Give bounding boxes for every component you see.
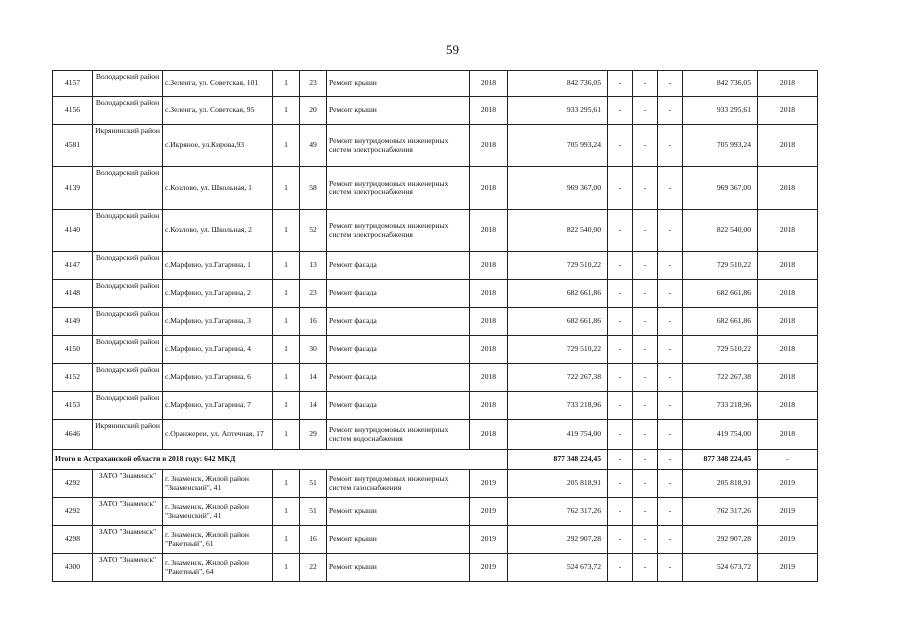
- district-cell: Володарский район: [93, 392, 163, 420]
- cost-cell: 969 367,00: [508, 167, 608, 210]
- total-row: [53, 450, 818, 470]
- col-count-b-cell: 29: [300, 420, 327, 450]
- cost-total-cell: 842 736,05: [683, 71, 758, 97]
- year-planned-cell: 2018: [758, 280, 818, 308]
- year-planned-cell: 2019: [758, 554, 818, 582]
- cost-total-cell: 205 818,91: [683, 470, 758, 498]
- value-dash-3-cell: -: [658, 125, 683, 167]
- value-dash-2-cell: -: [633, 252, 658, 280]
- cost-total-cell: 419 754,00: [683, 420, 758, 450]
- value-dash-3-cell: -: [658, 308, 683, 336]
- address-cell: с.Козлово, ул. Школьная, 1: [163, 167, 273, 210]
- year-cell: 2018: [470, 364, 508, 392]
- col-count-b-cell: 14: [300, 364, 327, 392]
- cost-total-cell: 762 317,26: [683, 498, 758, 526]
- col-count-b-cell: 16: [300, 308, 327, 336]
- address-cell: с.Марфино, ул.Гагарина, 7: [163, 392, 273, 420]
- object-id-cell: 4300: [53, 554, 93, 582]
- value-dash-3-cell: -: [658, 167, 683, 210]
- table-row: [53, 470, 818, 498]
- year-cell: 2019: [470, 526, 508, 554]
- table-row: [53, 308, 818, 336]
- value-dash-3-cell: -: [658, 554, 683, 582]
- value-dash-1-cell: -: [608, 210, 633, 252]
- col-count-a-cell: 1: [273, 470, 300, 498]
- value-dash-3-cell: -: [658, 364, 683, 392]
- year-planned-cell: 2018: [758, 125, 818, 167]
- cost-cell: 842 736,05: [508, 71, 608, 97]
- page-number: 59: [446, 42, 459, 57]
- district-cell: ЗАТО "Знаменск": [93, 470, 163, 498]
- col-count-a-cell: 1: [273, 71, 300, 97]
- table-row: [53, 252, 818, 280]
- district-cell: Володарский район: [93, 364, 163, 392]
- value-dash-2-cell: -: [633, 554, 658, 582]
- district-cell: Володарский район: [93, 97, 163, 125]
- year-planned-cell: 2019: [758, 526, 818, 554]
- col-count-b-cell: 22: [300, 554, 327, 582]
- total-cost-2: 877 348 224,45: [683, 450, 758, 470]
- year-cell: 2018: [470, 167, 508, 210]
- cost-total-cell: 729 510,22: [683, 252, 758, 280]
- cost-cell: 733 218,96: [508, 392, 608, 420]
- col-count-b-cell: 23: [300, 280, 327, 308]
- cost-total-cell: 524 673,72: [683, 554, 758, 582]
- cost-cell: 292 907,28: [508, 526, 608, 554]
- value-dash-1-cell: -: [608, 364, 633, 392]
- repair-program-table: [52, 70, 818, 582]
- work-type-cell: Ремонт фасада: [327, 280, 470, 308]
- value-dash-3-cell: -: [658, 210, 683, 252]
- value-dash-1-cell: -: [608, 71, 633, 97]
- total-dash-2: -: [633, 450, 658, 470]
- address-cell: г. Знаменск, Жилой район "Знаменский", 41: [163, 470, 273, 498]
- work-type-cell: Ремонт фасада: [327, 308, 470, 336]
- col-count-b-cell: 52: [300, 210, 327, 252]
- work-type-cell: Ремонт крыши: [327, 526, 470, 554]
- address-cell: с.Марфино, ул.Гагарина, 2: [163, 280, 273, 308]
- year-planned-cell: 2018: [758, 364, 818, 392]
- value-dash-1-cell: -: [608, 252, 633, 280]
- total-year: -: [758, 450, 818, 470]
- work-type-cell: Ремонт внутридомовых инженерных систем электроснабжения: [327, 167, 470, 210]
- address-cell: с.Марфино, ул.Гагарина, 6: [163, 364, 273, 392]
- table-row: [53, 280, 818, 308]
- cost-total-cell: 722 267,38: [683, 364, 758, 392]
- object-id-cell: 4157: [53, 71, 93, 97]
- col-count-b-cell: 13: [300, 252, 327, 280]
- value-dash-2-cell: -: [633, 336, 658, 364]
- year-planned-cell: 2018: [758, 392, 818, 420]
- value-dash-1-cell: -: [608, 97, 633, 125]
- value-dash-1-cell: -: [608, 498, 633, 526]
- value-dash-1-cell: -: [608, 420, 633, 450]
- value-dash-1-cell: -: [608, 470, 633, 498]
- cost-cell: 729 510,22: [508, 252, 608, 280]
- cost-total-cell: 933 295,61: [683, 97, 758, 125]
- table-row: [53, 167, 818, 210]
- col-count-a-cell: 1: [273, 308, 300, 336]
- cost-total-cell: 733 218,96: [683, 392, 758, 420]
- year-cell: 2018: [470, 392, 508, 420]
- value-dash-2-cell: -: [633, 308, 658, 336]
- district-cell: ЗАТО "Знаменск": [93, 498, 163, 526]
- address-cell: г. Знаменск, Жилой район "Ракетный", 64: [163, 554, 273, 582]
- total-dash-1: -: [608, 450, 633, 470]
- address-cell: с.Козлово, ул. Школьная, 2: [163, 210, 273, 252]
- cost-cell: 682 661,86: [508, 308, 608, 336]
- district-cell: Володарский район: [93, 71, 163, 97]
- col-count-b-cell: 20: [300, 97, 327, 125]
- year-cell: 2018: [470, 252, 508, 280]
- col-count-a-cell: 1: [273, 526, 300, 554]
- value-dash-1-cell: -: [608, 392, 633, 420]
- value-dash-1-cell: -: [608, 280, 633, 308]
- object-id-cell: 4646: [53, 420, 93, 450]
- year-cell: 2018: [470, 71, 508, 97]
- table-row: [53, 420, 818, 450]
- year-cell: 2018: [470, 125, 508, 167]
- address-cell: с.Зеленга, ул. Советская, 95: [163, 97, 273, 125]
- work-type-cell: Ремонт крыши: [327, 554, 470, 582]
- year-cell: 2018: [470, 336, 508, 364]
- work-type-cell: Ремонт крыши: [327, 97, 470, 125]
- address-cell: с.Зеленга, ул. Советская, 101: [163, 71, 273, 97]
- col-count-a-cell: 1: [273, 252, 300, 280]
- address-cell: г. Знаменск, Жилой район "Ракетный", 61: [163, 526, 273, 554]
- cost-cell: 705 993,24: [508, 125, 608, 167]
- value-dash-2-cell: -: [633, 71, 658, 97]
- value-dash-2-cell: -: [633, 498, 658, 526]
- value-dash-1-cell: -: [608, 526, 633, 554]
- year-planned-cell: 2018: [758, 308, 818, 336]
- year-cell: 2018: [470, 97, 508, 125]
- work-type-cell: Ремонт внутридомовых инженерных систем газоснабжения: [327, 470, 470, 498]
- value-dash-2-cell: -: [633, 470, 658, 498]
- year-planned-cell: 2018: [758, 336, 818, 364]
- col-count-b-cell: 23: [300, 71, 327, 97]
- address-cell: с.Марфино, ул.Гагарина, 1: [163, 252, 273, 280]
- col-count-b-cell: 51: [300, 470, 327, 498]
- col-count-b-cell: 49: [300, 125, 327, 167]
- table-row: [53, 210, 818, 252]
- value-dash-2-cell: -: [633, 125, 658, 167]
- value-dash-2-cell: -: [633, 167, 658, 210]
- cost-cell: 722 267,38: [508, 364, 608, 392]
- cost-cell: 822 540,00: [508, 210, 608, 252]
- object-id-cell: 4156: [53, 97, 93, 125]
- address-cell: с.Икряное, ул.Кирова,93: [163, 125, 273, 167]
- value-dash-3-cell: -: [658, 470, 683, 498]
- object-id-cell: 4153: [53, 392, 93, 420]
- year-planned-cell: 2018: [758, 71, 818, 97]
- object-id-cell: 4581: [53, 125, 93, 167]
- cost-total-cell: 682 661,86: [683, 308, 758, 336]
- value-dash-3-cell: -: [658, 526, 683, 554]
- value-dash-2-cell: -: [633, 526, 658, 554]
- year-planned-cell: 2019: [758, 498, 818, 526]
- address-cell: г. Знаменск, Жилой район "Знаменский", 41: [163, 498, 273, 526]
- object-id-cell: 4292: [53, 470, 93, 498]
- district-cell: Володарский район: [93, 280, 163, 308]
- cost-cell: 762 317,26: [508, 498, 608, 526]
- district-cell: Икрянинский район: [93, 125, 163, 167]
- object-id-cell: 4140: [53, 210, 93, 252]
- district-cell: ЗАТО "Знаменск": [93, 526, 163, 554]
- value-dash-1-cell: -: [608, 336, 633, 364]
- work-type-cell: Ремонт фасада: [327, 364, 470, 392]
- year-cell: 2018: [470, 210, 508, 252]
- object-id-cell: 4148: [53, 280, 93, 308]
- address-cell: с.Оранжереи, ул. Аптечная, 17: [163, 420, 273, 450]
- value-dash-3-cell: -: [658, 97, 683, 125]
- col-count-b-cell: 30: [300, 336, 327, 364]
- object-id-cell: 4152: [53, 364, 93, 392]
- year-cell: 2019: [470, 554, 508, 582]
- value-dash-1-cell: -: [608, 554, 633, 582]
- cost-cell: 729 510,22: [508, 336, 608, 364]
- table-row: [53, 526, 818, 554]
- table-row: [53, 336, 818, 364]
- cost-cell: 205 818,91: [508, 470, 608, 498]
- year-planned-cell: 2018: [758, 167, 818, 210]
- col-count-b-cell: 14: [300, 392, 327, 420]
- col-count-a-cell: 1: [273, 336, 300, 364]
- district-cell: Володарский район: [93, 252, 163, 280]
- object-id-cell: 4149: [53, 308, 93, 336]
- value-dash-2-cell: -: [633, 392, 658, 420]
- district-cell: ЗАТО "Знаменск": [93, 554, 163, 582]
- value-dash-3-cell: -: [658, 498, 683, 526]
- work-type-cell: Ремонт фасада: [327, 392, 470, 420]
- col-count-a-cell: 1: [273, 364, 300, 392]
- work-type-cell: Ремонт внутридомовых инженерных систем электроснабжения: [327, 210, 470, 252]
- value-dash-3-cell: -: [658, 71, 683, 97]
- cost-total-cell: 682 661,86: [683, 280, 758, 308]
- work-type-cell: Ремонт внутридомовых инженерных систем электроснабжения: [327, 125, 470, 167]
- table-row: [53, 71, 818, 97]
- address-cell: с.Марфино, ул.Гагарина, 4: [163, 336, 273, 364]
- cost-total-cell: 822 540,00: [683, 210, 758, 252]
- col-count-b-cell: 16: [300, 526, 327, 554]
- year-planned-cell: 2018: [758, 420, 818, 450]
- table-row: [53, 392, 818, 420]
- work-type-cell: Ремонт крыши: [327, 71, 470, 97]
- cost-total-cell: 969 367,00: [683, 167, 758, 210]
- object-id-cell: 4150: [53, 336, 93, 364]
- table-row: [53, 554, 818, 582]
- cost-cell: 933 295,61: [508, 97, 608, 125]
- value-dash-1-cell: -: [608, 125, 633, 167]
- cost-total-cell: 729 510,22: [683, 336, 758, 364]
- col-count-a-cell: 1: [273, 97, 300, 125]
- year-planned-cell: 2018: [758, 210, 818, 252]
- district-cell: Володарский район: [93, 210, 163, 252]
- year-cell: 2018: [470, 308, 508, 336]
- address-cell: с.Марфино, ул.Гагарина, 3: [163, 308, 273, 336]
- value-dash-2-cell: -: [633, 97, 658, 125]
- cost-total-cell: 705 993,24: [683, 125, 758, 167]
- object-id-cell: 4147: [53, 252, 93, 280]
- value-dash-1-cell: -: [608, 308, 633, 336]
- col-count-b-cell: 58: [300, 167, 327, 210]
- col-count-a-cell: 1: [273, 167, 300, 210]
- col-count-a-cell: 1: [273, 498, 300, 526]
- value-dash-3-cell: -: [658, 336, 683, 364]
- value-dash-3-cell: -: [658, 280, 683, 308]
- total-dash-3: -: [658, 450, 683, 470]
- col-count-a-cell: 1: [273, 554, 300, 582]
- cost-cell: 524 673,72: [508, 554, 608, 582]
- year-cell: 2018: [470, 420, 508, 450]
- col-count-a-cell: 1: [273, 420, 300, 450]
- value-dash-1-cell: -: [608, 167, 633, 210]
- col-count-a-cell: 1: [273, 280, 300, 308]
- district-cell: Икрянинский район: [93, 420, 163, 450]
- table-row: [53, 125, 818, 167]
- cost-total-cell: 292 907,28: [683, 526, 758, 554]
- year-cell: 2019: [470, 498, 508, 526]
- object-id-cell: 4298: [53, 526, 93, 554]
- work-type-cell: Ремонт крыши: [327, 498, 470, 526]
- table-row: [53, 498, 818, 526]
- table-body: [53, 71, 818, 582]
- cost-cell: 682 661,86: [508, 280, 608, 308]
- col-count-a-cell: 1: [273, 392, 300, 420]
- value-dash-2-cell: -: [633, 420, 658, 450]
- object-id-cell: 4139: [53, 167, 93, 210]
- value-dash-3-cell: -: [658, 252, 683, 280]
- table-row: [53, 364, 818, 392]
- year-cell: 2019: [470, 470, 508, 498]
- work-type-cell: Ремонт внутридомовых инженерных систем водоснабжения: [327, 420, 470, 450]
- col-count-b-cell: 51: [300, 498, 327, 526]
- col-count-a-cell: 1: [273, 125, 300, 167]
- value-dash-2-cell: -: [633, 364, 658, 392]
- value-dash-3-cell: -: [658, 392, 683, 420]
- value-dash-3-cell: -: [658, 420, 683, 450]
- value-dash-2-cell: -: [633, 210, 658, 252]
- total-label: Итого в Астраханской области в 2018 году: 642 МКД: [53, 450, 508, 470]
- year-cell: 2018: [470, 280, 508, 308]
- total-cost: 877 348 224,45: [508, 450, 608, 470]
- year-planned-cell: 2019: [758, 470, 818, 498]
- object-id-cell: 4292: [53, 498, 93, 526]
- year-planned-cell: 2018: [758, 252, 818, 280]
- cost-cell: 419 754,00: [508, 420, 608, 450]
- col-count-a-cell: 1: [273, 210, 300, 252]
- table-row: [53, 97, 818, 125]
- district-cell: Володарский район: [93, 167, 163, 210]
- district-cell: Володарский район: [93, 336, 163, 364]
- district-cell: Володарский район: [93, 308, 163, 336]
- work-type-cell: Ремонт фасада: [327, 336, 470, 364]
- year-planned-cell: 2018: [758, 97, 818, 125]
- work-type-cell: Ремонт фасада: [327, 252, 470, 280]
- value-dash-2-cell: -: [633, 280, 658, 308]
